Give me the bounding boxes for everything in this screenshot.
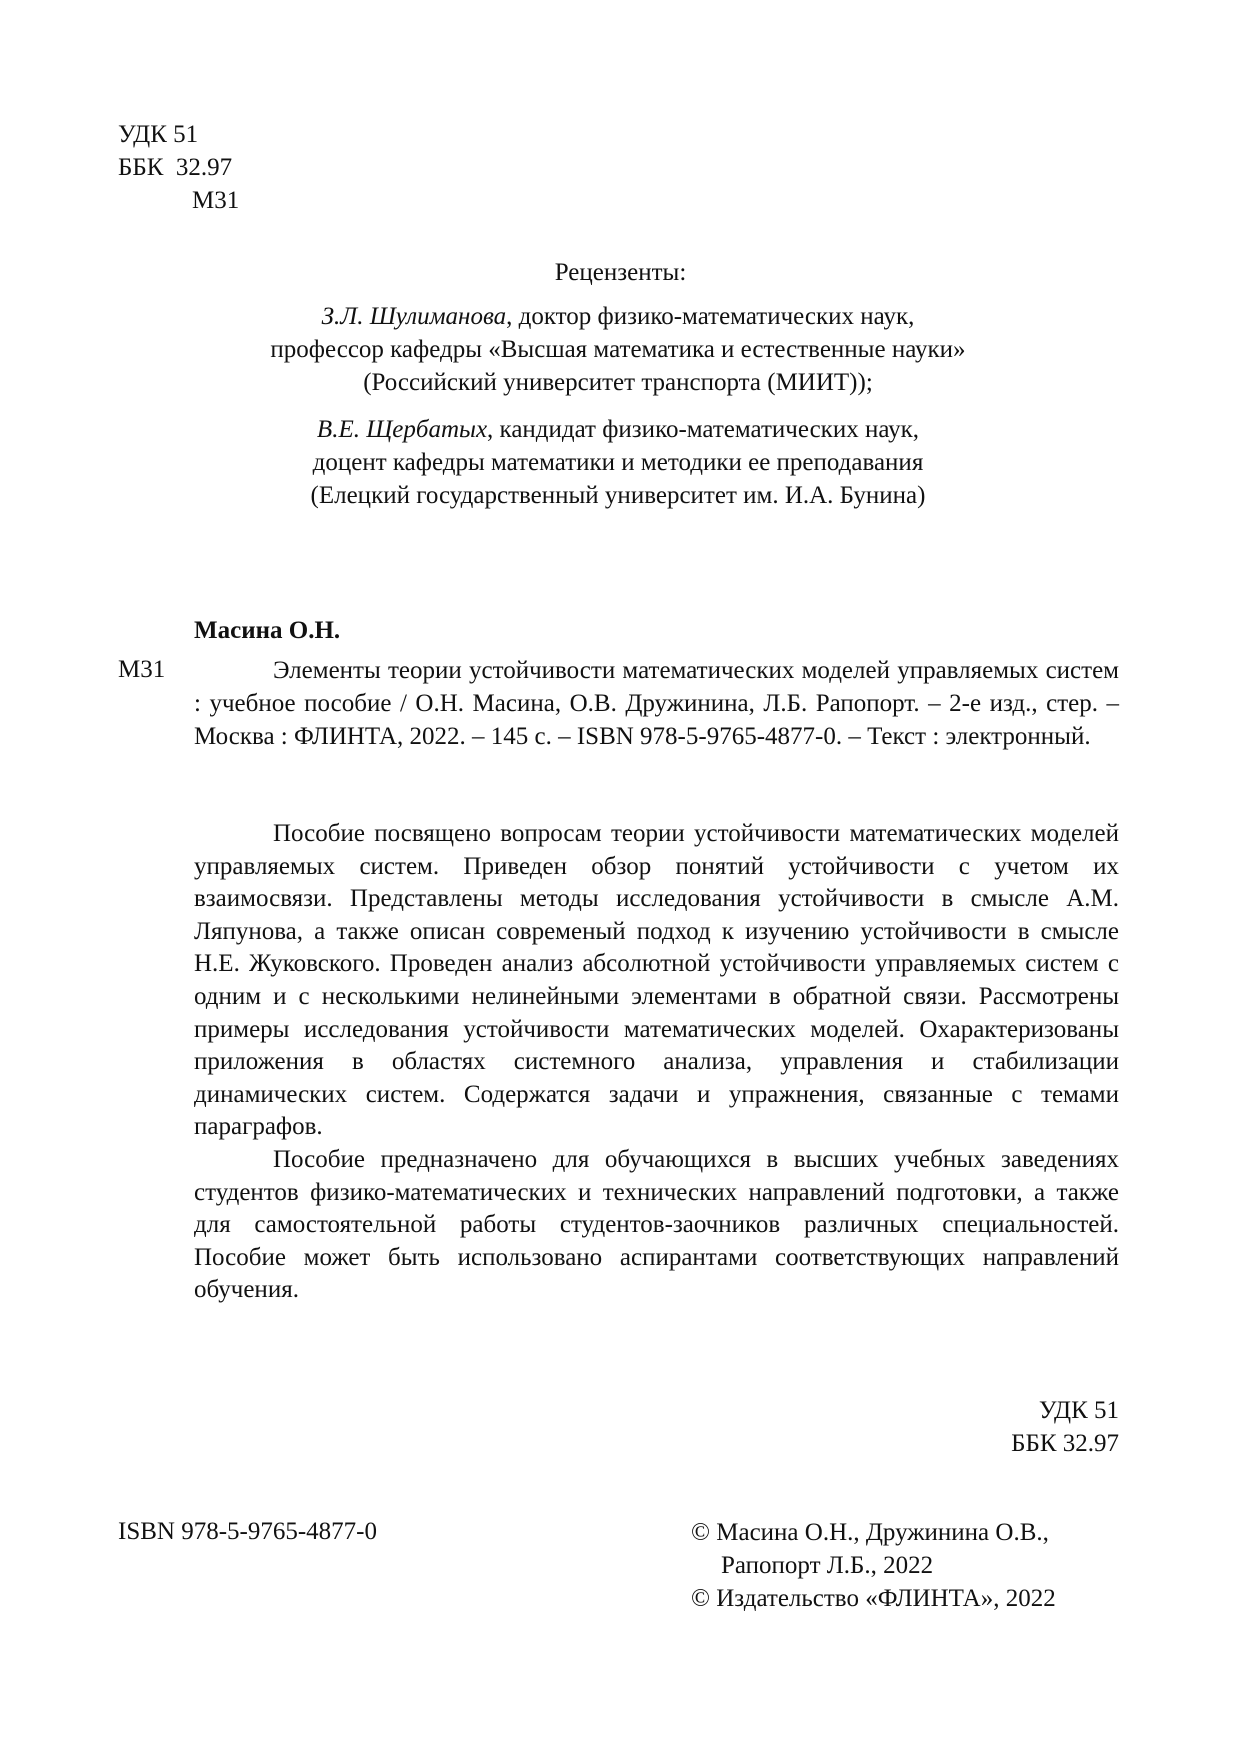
reviewer-2: [118, 413, 1118, 512]
copyright-authors: © Масина О.Н., Дружинина О.В.,: [691, 1519, 1049, 1546]
classification-bottom: [1011, 1394, 1119, 1460]
record-cutter: М31: [118, 656, 166, 683]
reviewer-1-name: З.Л. Шулиманова: [321, 303, 507, 330]
copyright-block: [691, 1516, 1056, 1615]
classification-top: [118, 118, 239, 217]
reviewer-1-line-1: [118, 300, 1118, 333]
annotation-paragraph-1: Пособие посвящено вопросам теории устойчивости математических моделей управляемых систем. Приведен обзор понятий устойчивости с учетом их взаимосвязи. Представлены методы исследования устойчивости в смысле А.М. Ляпунова, а также описан современый подход к изучению устойчивости в смысле Н.Е. Жуковского. Проведен анализ абсолютной устойчивости управляемых систем с одним и с несколькими нелинейными элементами в обратной связи. Рассмотрены примеры исследования устойчивости математических моделей. Охарактеризованы приложения в областях системного анализа, управления и стабилизации динамических систем. Содержатся задачи и упражнения, связанные с темами параграфов.: [194, 820, 1119, 1141]
reviewer-1-affiliation: (Российский университет транспорта (МИИТ));: [363, 369, 873, 396]
bibliographic-description: Элементы теории устойчивости математических моделей управляемых систем : учебное пособие / О.Н. Масина, О.В. Дружинина, Л.Б. Рапопорт. – 2-е изд., стер. – Москва : ФЛИНТА, 2022. – 145 с. – ISBN 978-5-9765-4877-0. – Текст : электронный.: [194, 657, 1119, 750]
bbk-code-bottom: ББК 32.97: [1011, 1430, 1119, 1457]
annotation: [194, 818, 1119, 1307]
copyright-publisher: © Издательство «ФЛИНТА», 2022: [691, 1585, 1056, 1612]
reviewer-2-degree: , кандидат физико-математических наук,: [487, 416, 920, 443]
udk-code: УДК 51: [118, 121, 199, 148]
cutter-code: М31: [192, 187, 240, 214]
bbk-code: ББК 32.97: [118, 154, 233, 181]
annotation-paragraph-2: Пособие предназначено для обучающихся в высших учебных заведениях студентов физико-математических и технических направлений подготовки, а также для самостоятельной работы студентов-заочников различных специальностей. Пособие может быть использовано аспирантами соответствующих направлений обучения.: [194, 1145, 1119, 1304]
reviewer-1-degree: , доктор физико-математических наук,: [506, 303, 915, 330]
reviewer-1-position: профессор кафедры «Высшая математика и естественные науки»: [270, 336, 966, 363]
reviewer-2-name: В.Е. Щербатых: [316, 416, 488, 443]
reviewers-heading: Рецензенты:: [554, 259, 687, 286]
reviewer-2-line-1: [118, 413, 1118, 446]
record-author: Масина О.Н.: [194, 617, 341, 644]
isbn: ISBN 978-5-9765-4877-0: [118, 1518, 378, 1545]
reviewer-2-position: доцент кафедры математики и методики ее преподавания: [312, 449, 924, 476]
reviewer-1: [118, 300, 1118, 399]
reviewer-2-affiliation: (Елецкий государственный университет им. И.А. Бунина): [310, 482, 926, 509]
udk-code-bottom: УДК 51: [1038, 1397, 1119, 1424]
copyright-authors-cont: Рапопорт Л.Б., 2022: [721, 1552, 934, 1579]
